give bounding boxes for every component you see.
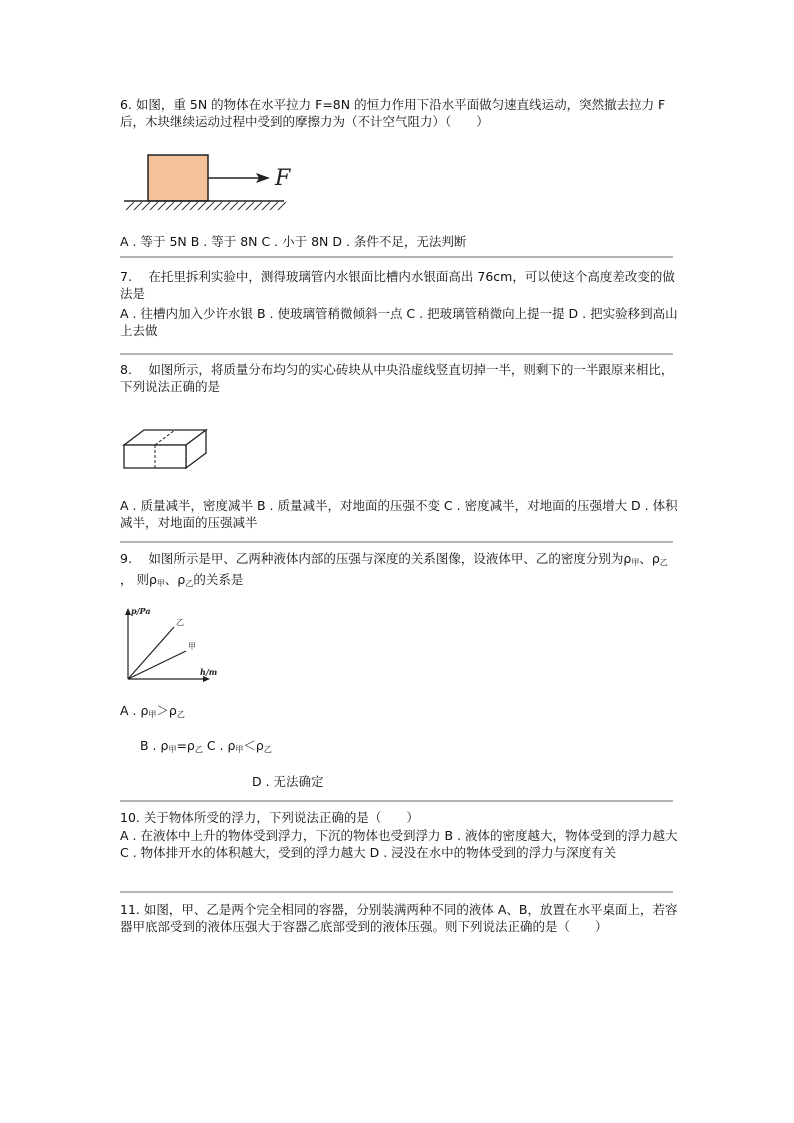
- figure-block-force: [120, 148, 310, 216]
- question-9-option-a: A . $\rho_甲>\rho_乙$: [120, 703, 185, 719]
- line-jia-label: 甲: [188, 642, 196, 651]
- figure-pressure-depth-graph: [120, 603, 225, 683]
- question-6-options: A . 等于 5N B . 等于 8N C . 小于 8N D . 条件不足，无法判断: [120, 234, 467, 249]
- figure-brick: [120, 425, 210, 475]
- force-label: F: [275, 166, 291, 191]
- question-8-options: A . 质量减半，密度减半 B . 质量减半，对地面的压强不变 C . 密度减半，对地面的压强增大 D . 体积减半，对地面的压强减半: [120, 498, 678, 530]
- question-7-stem: 7. 在托里拆利实验中，测得玻璃管内水银面比槽内水银面高出 76cm，可以使这个高度差改变的做法是: [120, 269, 675, 301]
- question-6-stem: 6. 如图，重 5N 的物体在水平拉力 F=8N 的恒力作用下沿水平面做匀速直线运动，突然撤去拉力 F 后，木块继续运动过程中受到的摩擦力为（不计空气阻力）（ ）: [120, 97, 666, 129]
- question-9-option-d: D . 无法确定: [252, 774, 324, 789]
- divider: [120, 353, 673, 355]
- line-jia: [128, 651, 186, 679]
- divider: [120, 541, 673, 543]
- question-10-stem: 10. 关于物体所受的浮力，下列说法正确的是（ ）: [120, 810, 419, 825]
- question-9-stem: 9. 如图所示是甲、乙两种液体内部的压强与深度的关系图像，设液体甲、乙的密度分别为$\rho_甲$、$\rho_乙$ ， 则$\rho_甲$、$\rho_乙$的关系是: [120, 551, 668, 588]
- line-yi: [128, 627, 174, 679]
- question-8-stem: 8. 如图所示，将质量分布均匀的实心砖块从中央沿虚线竖直切掉一半，则剩下的一半跟原来相比，下列说法正确的是: [120, 362, 674, 394]
- divider: [120, 800, 673, 802]
- ground-hatch: [126, 202, 286, 210]
- question-7-options: A . 往槽内加入少许水银 B . 使玻璃管稍微倾斜一点 C . 把玻璃管稍微向上提一提 D . 把实验移到高山上去做: [120, 306, 678, 338]
- question-10-options: A . 在液体中上升的物体受到浮力，下沉的物体也受到浮力 B . 液体的密度越大，物体受到的浮力越大 C . 物体排开水的体积越大，受到的浮力越大 D . 浸没在水中的物体受到的浮力与深度有关: [120, 828, 678, 860]
- x-axis-label: h/m: [200, 667, 218, 677]
- line-yi-label: 乙: [176, 618, 184, 627]
- question-9-option-bc: B . $\rho_甲=\rho_乙$ C . $\rho_甲<\rho_乙$: [140, 738, 272, 754]
- y-axis-label: p/Pa: [131, 606, 151, 616]
- divider: [120, 891, 673, 893]
- block: [148, 155, 208, 201]
- divider: [120, 256, 673, 258]
- question-11-stem: 11. 如图，甲、乙是两个完全相同的容器，分别装满两种不同的液体 A、B，放置在水平桌面上，若容器甲底部受到的液体压强大于容器乙底部受到的液体压强。则下列说法正确的是（ ）: [120, 902, 678, 934]
